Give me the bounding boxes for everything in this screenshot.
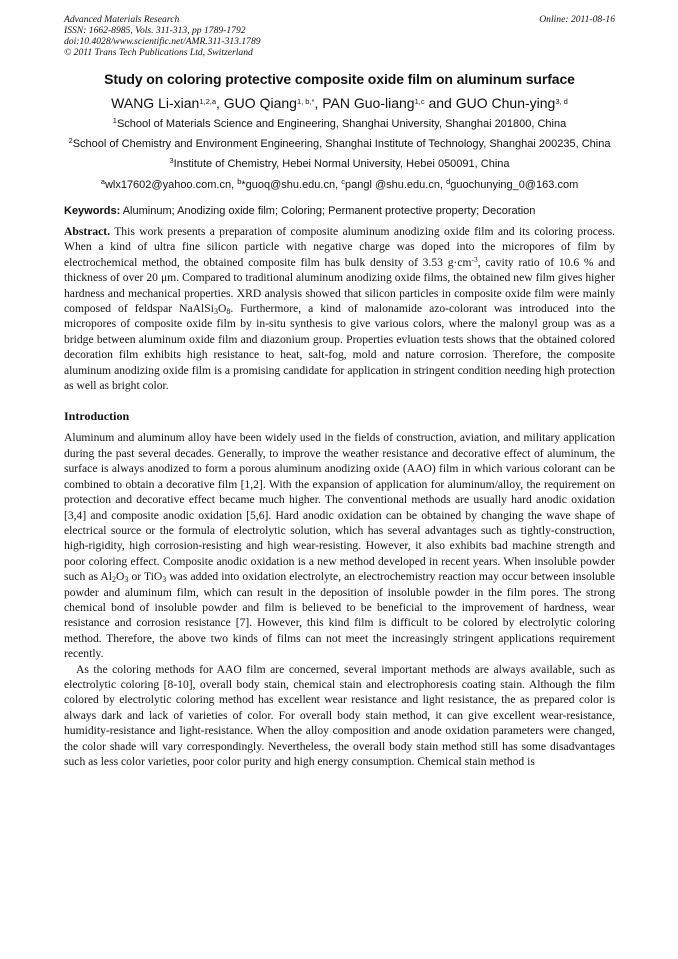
affiliation-3: $^3$Institute of Chemistry, Hebei Normal University, Hebei 050091, China xyxy=(169,156,510,170)
author-name: WANG Li-xian xyxy=(111,95,200,111)
author-list: WANG Li-xian$^{1,2,a}$, GUO Qiang$^{1, b,*}$, PAN Guo-liang$^{1,c}$ and GUO Chun-ying$^{3, d}$ xyxy=(111,95,568,111)
journal-name: Advanced Materials Research xyxy=(64,14,180,25)
keywords-text: Aluminum; Anodizing oxide film; Coloring; Permanent protective property; Decoration xyxy=(120,205,536,217)
email-link[interactable]: wlx17602@yahoo.com.cn xyxy=(104,179,232,191)
author-name: PAN Guo-liang xyxy=(322,95,415,111)
email-link[interactable]: *guoq@shu.edu.cn xyxy=(241,179,336,191)
section-heading-introduction: Introduction xyxy=(64,409,130,424)
abstract: Abstract. This work presents a preparation of composite aluminum anodizing oxide film and its coloring process. When a kind of ultra fine silicon particle with negative charge was doped into the micropores of film by electrochemical method, the obtained composite film has bulk density of 3.53 $g\cdot cm^{-3}$, cavity ratio of 10.6 % and thickness of over 20 μm. Compared to traditional aluminum anodizing oxide films, the obtained new film gives higher hardness and mechanical properties. XRD analysis showed that silicon particles in composite oxide film were mainly composed of feldspar $NaAlSi_3O_8$. Furthermore, a kind of malonamide azo-colorant was introduced into the micropores of composite oxide film by in-situ synthesis to give various colors, where the malonyl group was as a bridge between aluminum oxide film and diazonium group. Properties evluation tests shows that the obtained colored decoration film exhibits high resistance to heat, salt-fog, mold and nature corrosion. Therefore, the composite aluminum anodizing oxide film is a promising candidate for application in stringent condition needing high protection as well as bright color. xyxy=(64,225,616,393)
author-sup: 1, b,* xyxy=(296,97,315,106)
affiliation-1: $^1$School of Materials Science and Engineering, Shanghai University, Shanghai 201800, China xyxy=(112,116,567,130)
email-link[interactable]: guochunying_0@163.com xyxy=(450,179,579,191)
paper-title: Study on coloring protective composite oxide film on aluminum surface xyxy=(104,71,575,87)
online-date: Online: 2011-08-16 xyxy=(539,14,615,25)
email-list: $^a$wlx17602@yahoo.com.cn, $^b$*guoq@shu.edu.cn, $^c$pangl @shu.edu.cn, $^d$guochunying_0@163.com xyxy=(100,177,579,191)
author-sup: 3, d xyxy=(555,97,568,106)
abstract-label: Abstract. xyxy=(64,225,111,238)
intro-paragraph-1: Aluminum and aluminum alloy have been widely used in the fields of construction, aviation, and military application during the past several decades. Generally, to improve the weather resistance and decorative effect of aluminum, the surface is always anodized to form a porous aluminum anodizing oxide (AAO) film in which various colorant can be combined to obtain a decorative film [1,2]. With the expansion of application for aluminum/alloy, the requirement on protection and decorative effect became much higher. The conventional methods are usually hard anodic oxidation [3,4] and composite anodic oxidation [5,6]. Hard anodic oxidation can be obtained by changing the wave shape of electrical source or the formula of electrolytic solution, which has several advantages such as tightly-construction, high-rigidity, high corrosion-resisting and high wear-resisting. However, it also exhibits bad machine strength and poor coloring effect. Composite anodic oxidation is a new method developed in recent years. When insoluble powder such as $Al_2O_3$ or TiO$_3$ was added into oxidation electrolyte, an electrochemistry reaction may occur between insoluble powder and aluminum film, which can result in the deposition of insoluble powder in the film pores. The strong chemical bond of insoluble powder and film is believed to be beneficial to the improvement of hardness, wear resistance and corrosion resistance [7]. However, this kind film is difficult to be colored by electrolytic coloring method. Therefore, the above two kinds of films can not meet the increasingly stringent applications requirement recently. xyxy=(64,431,615,661)
issn-line: ISSN: 1662-8985, Vols. 311-313, pp 1789-1792 xyxy=(64,25,246,36)
author-name: GUO Qiang xyxy=(223,95,297,111)
keywords-label: Keywords: xyxy=(64,205,121,217)
journal-header xyxy=(64,14,615,58)
paper-page xyxy=(64,14,615,769)
author-name: GUO Chun-ying xyxy=(455,95,556,111)
author-sup: 1,2,a xyxy=(199,97,217,106)
email-link[interactable]: pangl @shu.edu.cn xyxy=(344,179,440,191)
author-sup: 1,c xyxy=(414,97,425,106)
keywords xyxy=(64,205,615,217)
doi-line: doi:10.4028/www.scientific.net/AMR.311-313.1789 xyxy=(64,36,261,47)
copyright-line: © 2011 Trans Tech Publications Ltd, Switzerland xyxy=(64,47,253,58)
affiliation-2: $^2$School of Chemistry and Environment Engineering, Shanghai Institute of Technology, Shanghai 200235, China xyxy=(68,136,611,150)
intro-paragraph-2: As the coloring methods for AAO film are concerned, several important methods are always available, such as electrolytic coloring [8-10], overall body stain, chemical stain and electrophoresis coating stain. Although the film colored by electrolytic coloring method has excellent wear resistance and light resistance, the as prepared color is always dark and lack of varieties of color. For overall body stain method, it can give excellent wear-resistance, humidity-resistance and light-resistance. When the alloy composition and anode oxidation parameters were changed, the color shade will vary correspondingly. Nevertheless, the overall body stain method still has some disadvantages such as less color varieties, poor color purity and high energy consumption. Chemical stain method is xyxy=(64,662,615,768)
